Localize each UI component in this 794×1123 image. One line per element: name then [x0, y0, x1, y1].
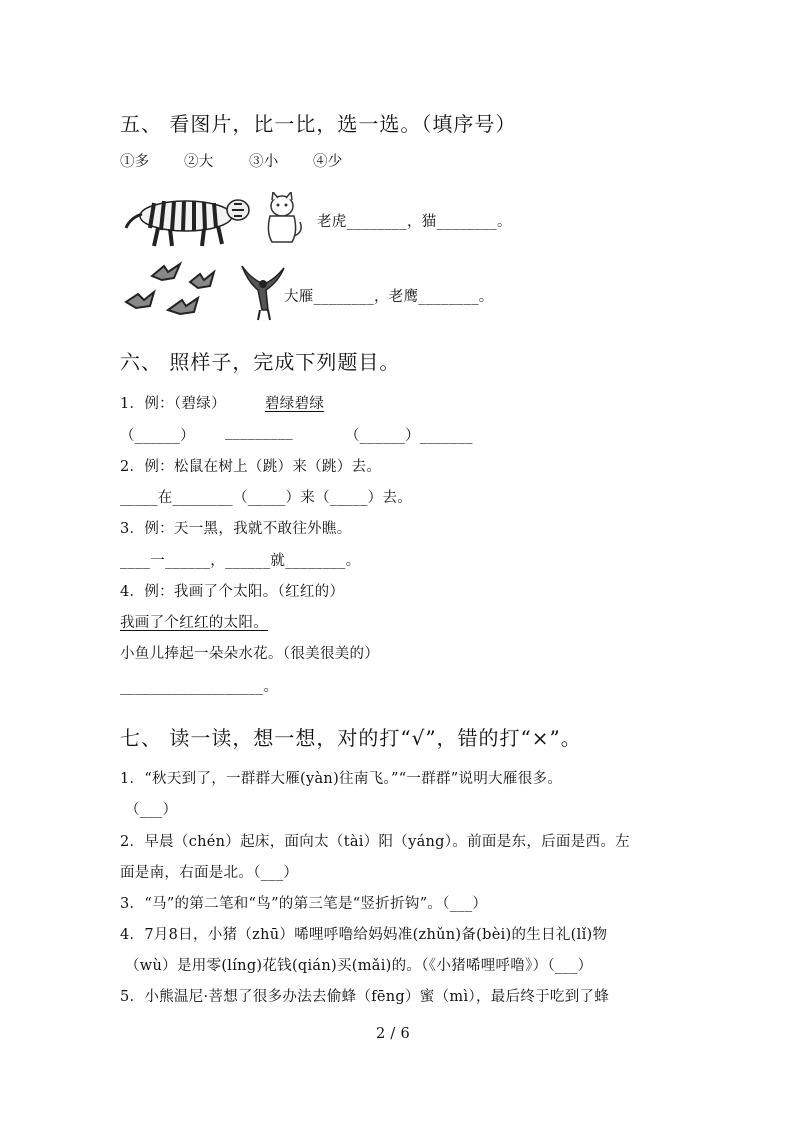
page-number: 2 / 6	[376, 1026, 411, 1042]
q4-example-answer: 我画了个红红的太阳。	[120, 615, 268, 631]
wild-geese-image	[124, 258, 218, 324]
q1-example: 1．例：（碧绿）	[120, 396, 226, 412]
tiger-image	[124, 188, 252, 250]
section7-title: 七、 读一读，想一想，对的打“√”，错的打“×”。	[120, 726, 582, 750]
q1-blank-b[interactable]: _________	[225, 424, 293, 440]
eagle-image	[238, 262, 288, 322]
option-1: ①多	[120, 154, 150, 170]
q2-blank[interactable]: _____在________（_____）来（_____）去。	[120, 490, 413, 506]
s7-q2-line1: 2．早晨（chén）起床，面向太（tài）阳（yáng）。前面是东，后面是西。左	[120, 834, 630, 850]
s7-q2-line2: 面是南，右面是北。（___）	[120, 865, 299, 881]
section6-title: 六、 照样子，完成下列题目。	[120, 350, 401, 374]
s7-q3: 3．“马”的第二笔和“鸟”的第三笔是“竖折折钩”。（___）	[120, 896, 488, 912]
option-4: ④少	[313, 154, 343, 170]
option-3: ③小	[249, 154, 279, 170]
s7-q5-line1: 5．小熊温尼·菩想了很多办法去偷蜂（fēng）蜜（mì），最后终于吃到了蜂	[120, 989, 610, 1005]
cat-image	[258, 192, 306, 244]
q3-example: 3．例：天一黑，我就不敢往外瞧。	[120, 521, 352, 537]
q4-example: 4．例：我画了个太阳。（红红的）	[120, 584, 345, 600]
q4-question: 小鱼儿捧起一朵朵水花。（很美很美的）	[120, 646, 380, 662]
s7-q4-line2: （wù）是用零(líng)花钱(qián)买(mǎi)的。（《小猪唏哩呼噜》）（___）	[125, 958, 593, 974]
q3-blank[interactable]: ____一______，______就________。	[120, 553, 361, 569]
s7-q1-answer[interactable]: （___）	[125, 802, 178, 818]
option-2: ②大	[184, 154, 214, 170]
geese-eagle-blanks: 大雁________，老鹰________。	[284, 289, 494, 305]
q2-example: 2．例：松鼠在树上（跳）来（跳）去。	[120, 459, 382, 475]
q1-blank-c[interactable]: （______）_______	[345, 428, 473, 444]
q1-blank-a[interactable]: （______）	[120, 428, 195, 444]
tiger-cat-blanks: 老虎________，猫________。	[317, 214, 512, 230]
q1-example-answer: 碧绿碧绿	[265, 396, 325, 412]
s7-q4-line1: 4．7月8日，小猪（zhū）唏哩呼噜给妈妈准(zhǔn)备(bèi)的生日礼(lǐ)物	[120, 927, 608, 943]
s7-q1-line1: 1．“秋天到了，一群群大雁(yàn)往南飞。”“一群群”说明大雁很多。	[120, 771, 563, 787]
section5-title: 五、 看图片，比一比，选一选。（填序号）	[120, 112, 517, 136]
q4-blank[interactable]: ___________________。	[120, 679, 279, 695]
